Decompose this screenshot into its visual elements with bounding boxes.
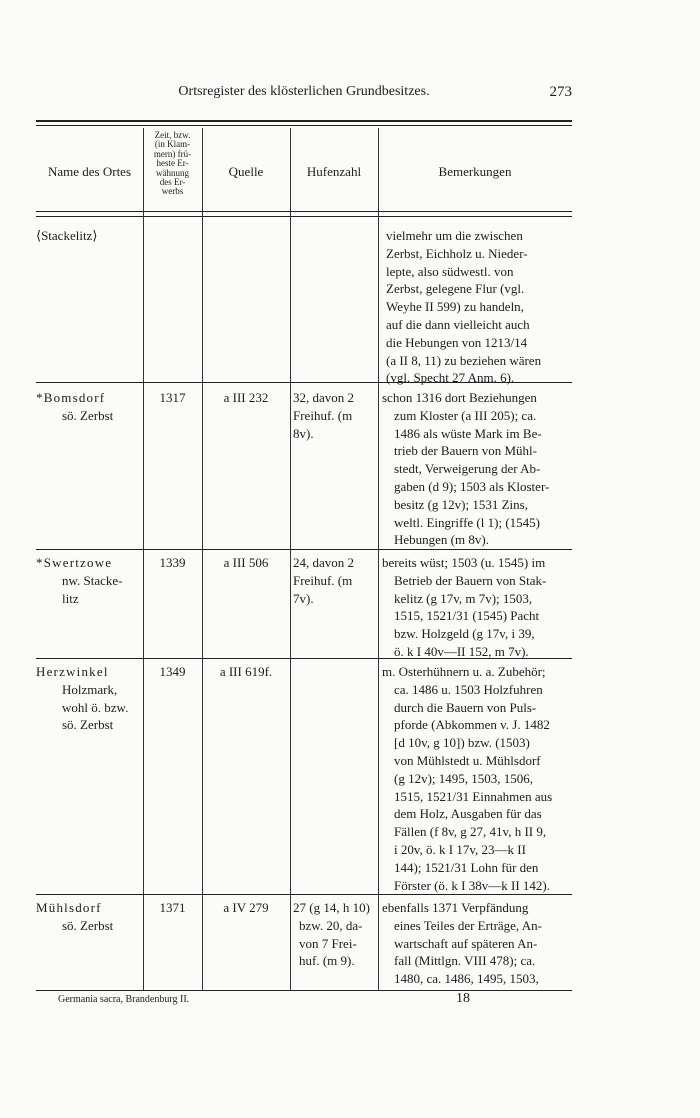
col-header-hufenzahl: Hufenzahl xyxy=(306,164,362,179)
table-row-remarks: bereits wüst; 1503 (u. 1545) im Betrieb der Bauern von Stak- kelitz (g 17v, m 7v); 1503, 1515, 1521/31 (1545) Pacht bzw. Holzgeld (g 17v, i 39, ö. k I 40v—II 152, m 7v). xyxy=(382,555,547,659)
col-header-zeit: Zeit, bzw. (in Klam- mern) frü- heste Er- wähnung des Er- werbs xyxy=(153,130,192,197)
table-row-remarks: vielmehr um die zwischen Zerbst, Eichholz u. Nieder- lepte, also südwestl. von Zerbst, gelegene Flur (vgl. Weyhe II 599) zu handeln, auf die dann vielleicht auch die Hebungen von 1213/14 (a II 8, 11) zu beziehen wären (vgl. Specht 27 Anm. 6). xyxy=(386,228,542,386)
table-row-name: *Bomsdorf sö. Zerbst xyxy=(36,390,114,423)
table-row-name: Herzwinkel Holzmark, wohl ö. bzw. sö. Zerbst xyxy=(36,664,129,733)
table-top-rule xyxy=(36,120,572,122)
table-row-remarks: m. Osterhühnern u. a. Zubehör; ca. 1486 u. 1503 Holzfuhren durch die Bauern von Puls- pforde (Abkommen v. J. 1482 [d 10v, g 10]) bzw. (1503) von Mühlstedt u. Mühlsdorf (g 12v); 1495, 1503, 1506, 1515, 1521/31 Einnahmen aus dem Holz, Ausgaben für das Fällen (f 8v, g 27, 41v, h II 9, i 20v, ö. k I 17v, 23—k II 144); 1521/31 Lohn für den Förster (ö. k I 38v—k II 142). xyxy=(382,664,553,893)
table-row-quelle: a III 619f. xyxy=(219,664,273,679)
table-row-zeit: 1349 xyxy=(159,664,186,679)
table-row-hufen: 24, davon 2 Freihuf. (m 7v). xyxy=(293,555,355,606)
table-row-quelle: a III 232 xyxy=(223,390,269,405)
table-row-remarks: schon 1316 dort Beziehungen zum Kloster (a III 205); ca. 1486 als wüste Mark im Be- trieb der Bauern von Mühl- stedt, Verweigerung der Ab- gaben (d 9); 1503 als Kloster- besitz (g 12v); 1531 Zins, weltl. Eingriffe (l 1); (1545) Hebungen (m 8v). xyxy=(382,390,550,548)
table-row-zeit: 1317 xyxy=(159,390,186,405)
running-header xyxy=(36,84,572,108)
footer-left: Germania sacra, Brandenburg II. xyxy=(58,994,190,1005)
table-row-quelle: a IV 279 xyxy=(223,900,269,915)
table-row-hufen: 32, davon 2 Freihuf. (m 8v). xyxy=(293,390,355,441)
table-row-zeit: 1339 xyxy=(159,555,186,570)
col-header-bemerkungen: Bemerkungen xyxy=(438,164,512,179)
page-number: 273 xyxy=(549,84,572,100)
table-row-hufen: 27 (g 14, h 10) bzw. 20, da- von 7 Frei- huf. (m 9). xyxy=(293,900,370,969)
table-top-rule-inner xyxy=(36,125,572,126)
header-bottom-rule xyxy=(36,211,572,212)
table-row-name: ⟨Stackelitz⟩ xyxy=(36,228,98,243)
col-divider-4 xyxy=(378,128,379,990)
table-row-name: *Swertzowe nw. Stacke- litz xyxy=(36,555,123,606)
table-row-quelle: a III 506 xyxy=(223,555,269,570)
table-row-remarks: ebenfalls 1371 Verpfändung eines Teiles der Erträge, An- wartschaft auf späteren An- fall (Mittlgn. VIII 478); ca. 1480, ca. 1486, 1495, 1503, xyxy=(382,900,542,987)
table-row-zeit: 1371 xyxy=(159,900,186,915)
table-row-name: Mühlsdorf sö. Zerbst xyxy=(36,900,114,933)
col-header-quelle: Quelle xyxy=(228,164,264,179)
col-header-name: Name des Ortes xyxy=(47,164,132,179)
header-title: Ortsregister des klösterlichen Grundbesitzes. xyxy=(178,84,430,99)
col-divider-3 xyxy=(290,128,291,990)
signature-mark: 18 xyxy=(456,991,470,1006)
header-bottom-rule-inner xyxy=(36,216,572,217)
table-bottom-rule xyxy=(36,990,572,991)
